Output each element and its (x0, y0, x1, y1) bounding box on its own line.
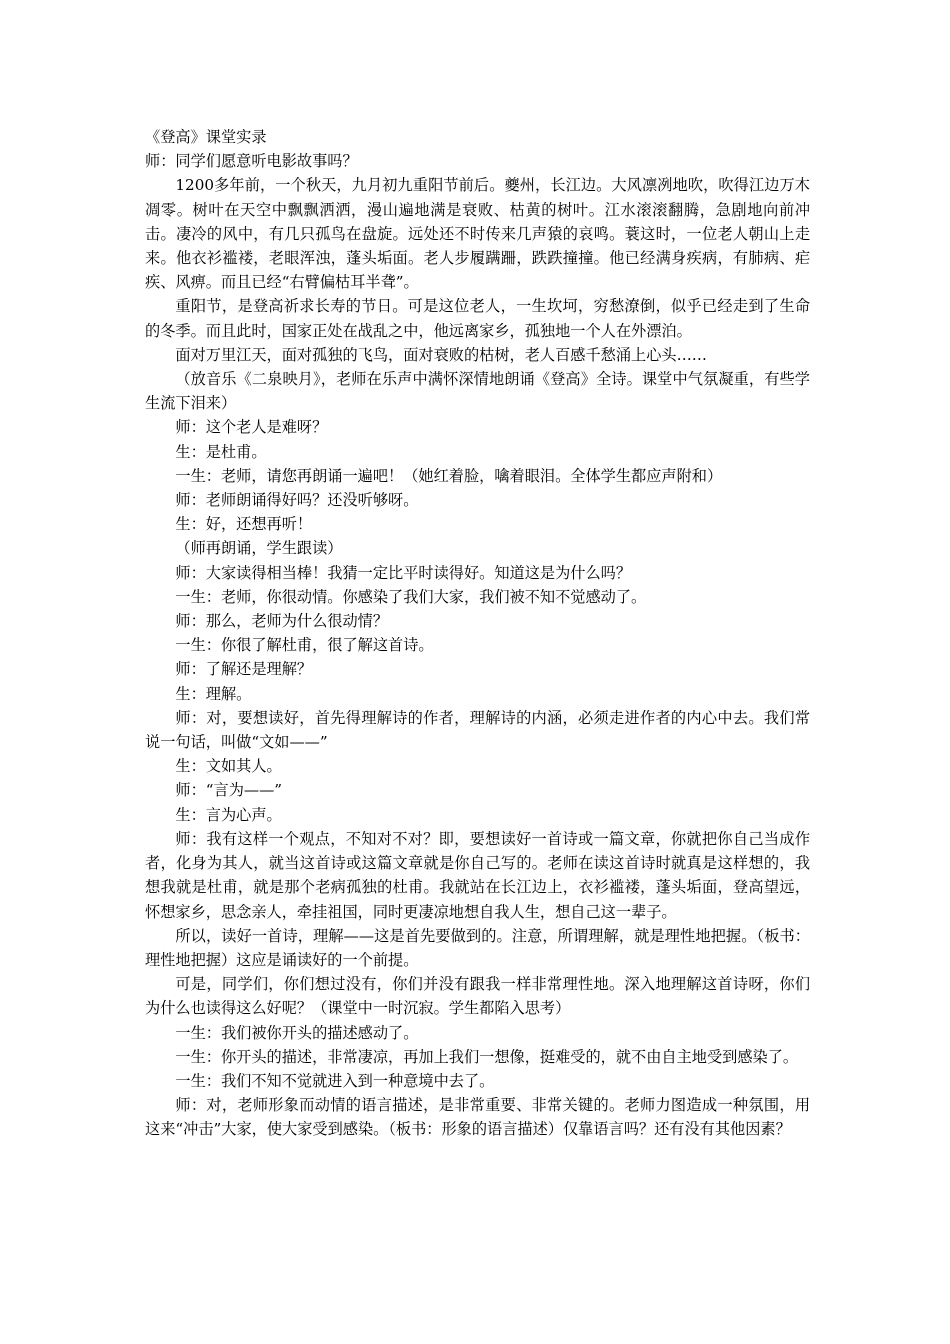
paragraph: 师：“言为——” (175, 781, 283, 800)
paragraph: 师：了解还是理解？ (175, 660, 313, 679)
paragraph: 一生：老师，你很动情。你感染了我们大家，我们被不知不觉感动了。 (175, 587, 647, 606)
paragraph: 师：那么，老师为什么很动情？ (175, 612, 389, 631)
paragraph: 生：言为心声。 (175, 805, 282, 824)
paragraph: 一生：我们被你开头的描述感动了。 (175, 1023, 419, 1042)
paragraph: 师：我有这样一个观点，不知对不对？即，要想读好一首诗或一篇文章，你就把你自己当成作者，化身为其人，就当这首诗或这篇文章就是你自己写的。老师在读这首诗时就真是这样想的，我想我就是杜甫，就是那个老病孤独的杜甫。我就站在长江边上，衣衫褴褛，蓬头垢面，登高望远，怀想家乡，思念亲人，牵挂祖国，同时更凄凉地想自我人生，想自己这一辈子。 (145, 829, 810, 921)
paragraph: 1200多年前，一个秋天，九月初九重阳节前后。夔州，长江边。大风凛冽地吹，吹得江边万木凋零。树叶在天空中飘飘洒洒，漫山遍地满是衰败、枯黄的树叶。江水滚滚翻腾，急剧地向前冲击。凄冷的风中，有几只孤鸟在盘旋。远处还不时传来几声猿的哀鸣。蓑这时，一位老人朝山上走来。他衣衫褴褛，老眼浑浊，蓬头垢面。老人步履蹒跚，跌跌撞撞。他已经满身疾病，有肺病、疟疾、风痹。而且已经“右臂偏枯耳半聋”。 (145, 176, 810, 292)
paragraph: 面对万里江天，面对孤独的飞鸟，面对衰败的枯树，老人百感千愁涌上心头…… (175, 345, 707, 364)
paragraph: （放音乐《二泉映月》，老师在乐声中满怀深情地朗诵《登高》全诗。课堂中气氛凝重，有些学生流下泪来） (145, 370, 810, 413)
document-title: 《登高》课堂实录 (145, 128, 267, 146)
paragraph: 生：是杜甫。 (175, 442, 267, 461)
paragraph: 师：对，要想读好，首先得理解诗的作者，理解诗的内涵，必须走进作者的内心中去。我们常说一句话，叫做“文如——” (145, 708, 810, 752)
paragraph: 所以，读好一首诗，理解——这是首先要做到的。注意，所谓理解，就是理性地把握。（板书：理性地把握）这应是诵读好的一个前提。 (145, 926, 810, 969)
paragraph: 师：老师朗诵得好吗？还没听够呀。 (175, 491, 419, 510)
paragraph: 生：理解。 (175, 684, 252, 703)
paragraph: 师：同学们愿意听电影故事吗？ (145, 152, 358, 171)
paragraph: 重阳节，是登高祈求长寿的节日。可是这位老人，一生坎坷，穷愁潦倒，似乎已经走到了生命的冬季。而且此时，国家正处在战乱之中，他远离家乡，孤独地一个人在外漂泊。 (145, 297, 810, 340)
document-page (145, 125, 810, 1142)
paragraph: 师：大家读得相当棒！我猜一定比平时读得好。知道这是为什么吗？ (175, 563, 632, 582)
paragraph: 一生：你开头的描述，非常凄凉，再加上我们一想像，挺难受的，就不由自主地受到感染了。 (175, 1047, 799, 1066)
paragraph: （师再朗诵，学生跟读） (175, 539, 343, 558)
paragraph: 一生：老师，请您再朗诵一遍吧！（她红着脸，噙着眼泪。全体学生都应声附和） (175, 466, 723, 485)
paragraph: 可是，同学们，你们想过没有，你们并没有跟我一样非常理性地。深入地理解这首诗呀，你们为什么也读得这么好呢？（课堂中一时沉寂。学生都陷入思考） (145, 975, 810, 1018)
paragraph: 师：对，老师形象而动情的语言描述，是非常重要、非常关键的。老师力图造成一种氛围，用这来“冲击”大家，使大家受到感染。（板书：形象的语言描述）仅靠语言吗？还有没有其他因素？ (145, 1096, 810, 1139)
paragraph: 师：这个老人是难呀？ (175, 418, 328, 437)
paragraph: 生：文如其人。 (175, 757, 282, 776)
paragraph: 一生：我们不知不觉就进入到一种意境中去了。 (175, 1071, 495, 1090)
paragraph: 生：好，还想再听！ (175, 515, 313, 534)
paragraph: 一生：你很了解杜甫，很了解这首诗。 (175, 636, 434, 655)
